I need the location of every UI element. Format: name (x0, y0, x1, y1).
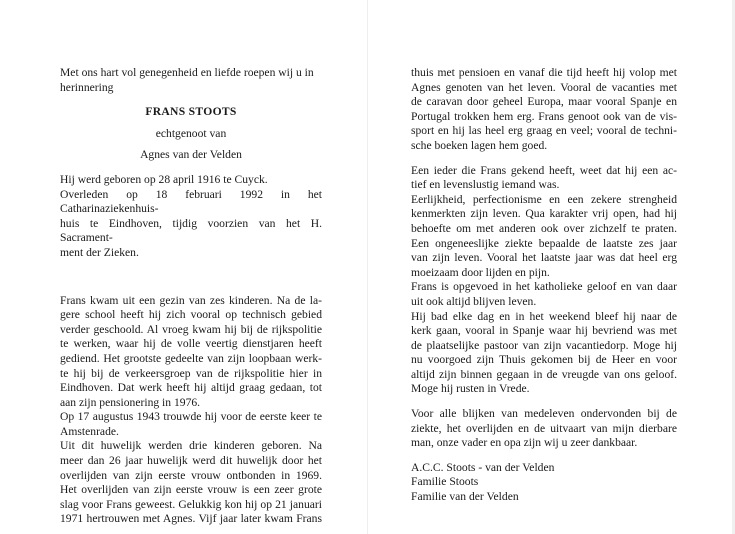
bio-line: meer dan 26 jaar huwelijk werd dit huwelijk door het (60, 454, 322, 468)
bio-line: 1971 hertrouwen met Agnes. Vijf jaar later kwam Frans (60, 512, 322, 526)
bio-line: Frans kwam uit een gezin van zes kinderen. Na de la- (60, 293, 322, 307)
text-line: ziekte, het overlijden en de uitvaart van mijn dierbare (411, 421, 677, 435)
text-line: Een ieder die Frans gekend heeft, weet dat hij een ac- (411, 163, 677, 177)
text-line: nu voorgoed zijn Thuis gekomen bij de Heer en voor (411, 353, 677, 367)
bio-line: Amstenrade. (60, 424, 119, 438)
signature-line: Familie van der Velden (411, 490, 519, 504)
text-line: behoefte om met anderen ook over zichzelf te praten. (411, 221, 677, 235)
dates-line: ment der Zieken. (60, 245, 139, 259)
signature-line: Familie Stoots (411, 475, 479, 489)
spouse-name: Agnes van der Velden (140, 148, 242, 162)
relation-label: echtgenoot van (155, 126, 227, 140)
text-line: man, onze vader en opa zijn wij u zeer dankbaar. (411, 436, 638, 450)
text-line: van zijn leven. Vooral het laatste jaar was dat heel erg (411, 251, 677, 265)
text-line: uit ook altijd blijven leven. (411, 294, 537, 308)
bio-line: aan zijn pensionering in 1976. (60, 395, 201, 409)
intro-line: herinnering (60, 80, 114, 94)
text-line: kenmerkten zijn leven. Qua karakter vrij open, had hij (411, 207, 677, 221)
intro-line: Met ons hart vol genegenheid en liefde roepen wij u in (60, 66, 314, 79)
text-line: Hij bad elke dag en in het weekend bleef hij naar de (411, 309, 677, 323)
bio-line: Eindhoven. Dat werk heeft hij altijd graag gedaan, tot (60, 381, 322, 395)
text-line: de caravan door geheel Europa, maar vooral Spanje en (411, 95, 677, 109)
deceased-name: FRANS STOOTS (145, 105, 237, 119)
text-line: de plaatselijke pastoor van zijn vacantiedorp. Moge hij (411, 338, 677, 352)
bio-line: overlijden van zijn eerste vrouw ontbonden in 1969. (60, 468, 322, 482)
text-line: Eerlijkheid, perfectionisme en een zekere strengheid (411, 192, 677, 206)
text-line: Voor alle blijken van medeleven ondervonden bij de (411, 407, 677, 421)
text-line: altijd zijn binnen gegaan in de vreugde van ons geloof. (411, 367, 677, 381)
bio-line: slag voor Frans geweest. Gelukkig kon hij op 21 januari (60, 497, 322, 511)
dates-line: Overleden op 18 februari 1992 in het Catharinaziekenhuis- (60, 187, 322, 216)
bio-line: Uit dit huwelijk werden drie kinderen geboren. Na (60, 439, 322, 453)
text-line: sport en hij las heel erg graag en veel; vooral de techni- (411, 124, 677, 138)
text-line: tief en levenslustig iemand was. (411, 178, 560, 192)
bio-line: gere school heeft hij zich vooral op technisch gebied (60, 308, 322, 322)
bio-line: verder geschoold. Al vroeg kwam hij bij de rijkspolitie (60, 322, 322, 336)
dates-line: Hij werd geboren op 28 april 1916 te Cuyck. (60, 172, 268, 186)
text-line: kerk gaan, vooral in Spanje waar hij bevriend was met (411, 324, 677, 338)
bio-line: Het overlijden van zijn eerste vrouw is een zeer grote (60, 483, 322, 497)
text-line: Agnes genoten van het leven. Vooral de vacanties met (411, 80, 677, 94)
text-line: Frans is opgevoed in het katholieke geloof en van daar (411, 280, 677, 294)
dates-line: huis te Eindhoven, tijdig voorzien van het H. Sacrament- (60, 216, 322, 245)
bio-line: te hij bij de verkeersgroep van de rijkspolitie hier in (60, 366, 322, 380)
text-line: Moge hij rusten in Vrede. (411, 382, 530, 396)
text-line: Portugal trokken hem erg. Frans genoot ook van de vis- (411, 109, 677, 123)
signature-line: A.C.C. Stoots - van der Velden (411, 460, 555, 474)
fold-line (367, 0, 368, 534)
text-line: moeizaam door lijden en pijn. (411, 265, 550, 279)
left-page (60, 66, 322, 527)
text-line: Een ongeneeslijke ziekte bepaalde de laatste zes jaar (411, 236, 677, 250)
bio-line: te werken, waar hij de volle veertig dienstjaren heeft (60, 337, 322, 351)
text-line: sche boeken lagen hem goed. (411, 138, 548, 152)
bio-line: Op 17 augustus 1943 trouwde hij voor de eerste keer te (60, 410, 322, 424)
text-line: thuis met pensioen en vanaf die tijd heeft hij volop met (411, 66, 677, 79)
bio-line: gediend. Het grootste gedeelte van zijn loopbaan werk- (60, 351, 322, 365)
right-page (411, 66, 677, 505)
